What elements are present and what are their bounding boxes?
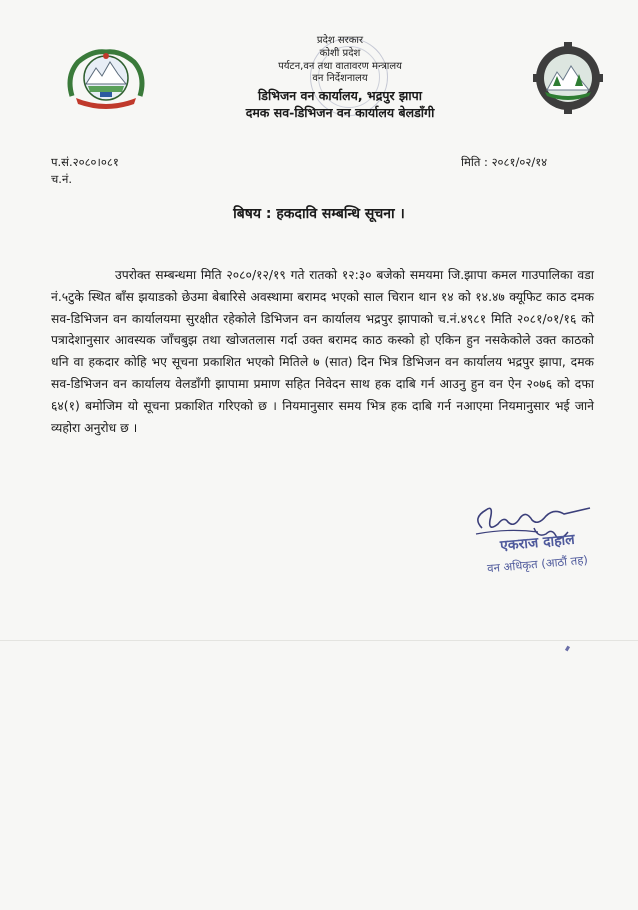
body-paragraph: उपरोक्त सम्बन्धमा मिति २०८०/१२/१९ गते रातको १२:३० बजेको समयमा जि.झापा कमल गाउपालिका वडा नं.५टुके स्थित बाँस झयाडको छेउमा बेबारिसे अवस्थामा बरामद भएको साल चिरान थान १४ को १४.४७ क्यूफिट काठ दमक सव-डिभिजन वन कार्यालयमा सुरक्षीत रहेकोले डिभिजन वन कार्यालय भद्रपुर झापाको च.नं.४९८१ मिति २०८१/०१/१६ को पत्रादेशानुसार आवस्यक जाँचबुझ तथा खोजतलास गर्दा उक्त बरामद काठ कस्को हो एकिन हुन नसकेकोले उक्त काठको धनि वा हकदार कोहि भए सूचना प्रकाशित भएको मितिले ७ (सात) दिन भित्र डिभिजन वन कार्यालय भद्रपुर झापा, दमक सव-डिभिजन वन कार्यालय वेलडाँगी झापामा प्रमाण सहित निवेदन साथ हक दाबि गर्न आउनु हुन वन ऐन २०७६ को दफा ६४(१) बमोजिम यो सूचना प्रकाशित गरिएको छ । नियमानुसार समय भित्र हक दाबि गर्न नआएमा नियमानुसार भई जाने व्यहोरा अनुरोध छ । bbox=[51, 268, 594, 435]
division-office-name: डिभिजन वन कार्यालय, भद्रपुर झापा bbox=[258, 88, 422, 103]
letterhead-line-3: पर्यटन,वन तथा वातावरण मन्त्रालय bbox=[278, 61, 402, 72]
letterhead bbox=[200, 6, 480, 121]
dispatch-number: च.नं. bbox=[51, 172, 72, 186]
nepal-coat-of-arms-icon bbox=[62, 46, 150, 114]
letter-date: मिति : २०८१/०२/१४ bbox=[461, 155, 548, 169]
signatory-title: वन अधिकृत (आठौं तह) bbox=[486, 552, 589, 576]
ink-speck bbox=[565, 646, 570, 652]
forest-department-logo-icon bbox=[533, 42, 603, 114]
letter-body bbox=[51, 265, 594, 439]
letterhead-line-2: कोशी प्रदेश bbox=[319, 48, 361, 59]
letter-reference-number: प.सं.२०८०।०८१ bbox=[51, 155, 119, 169]
sub-division-office-name: दमक सव-डिभिजन वन कार्यालय बेलडाँगी bbox=[245, 105, 435, 120]
letter-subject: बिषय : हकदावि सम्बन्धि सूचना । bbox=[233, 206, 405, 222]
signatory-name: एकराज दाहाल bbox=[499, 531, 576, 555]
letterhead-line-1: प्रदेश सरकार bbox=[316, 35, 364, 46]
paper-fold bbox=[0, 640, 638, 641]
letterhead-line-4: वन निर्देशनालय bbox=[312, 73, 368, 84]
